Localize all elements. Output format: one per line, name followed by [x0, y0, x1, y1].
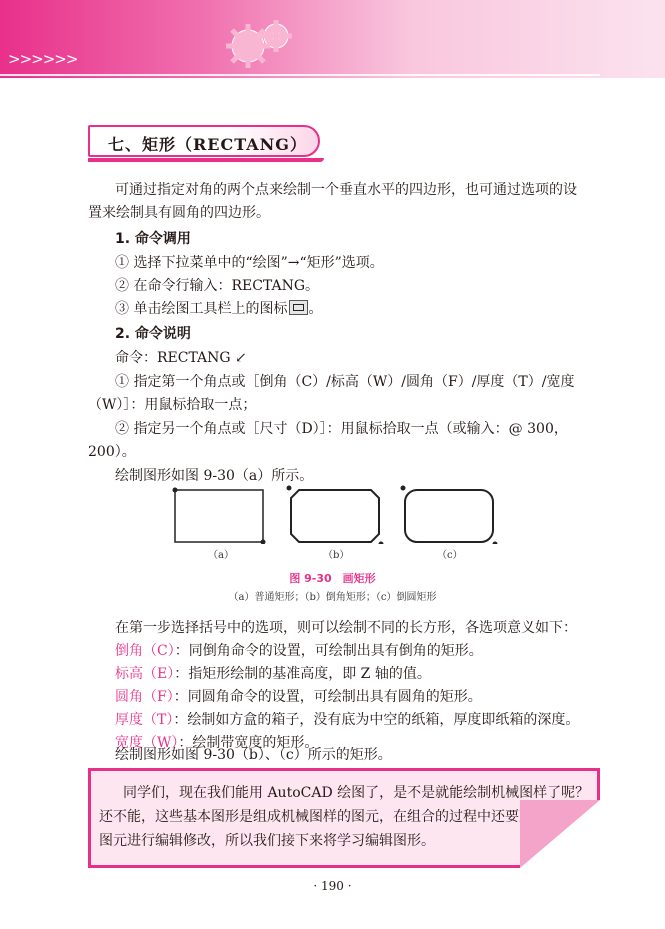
option-desc: ：绘制如方盒的箱子，没有底为中空的纸箱，厚度即纸箱的深度。 [173, 712, 580, 728]
command-line: 命令：RECTANG ↙ [115, 350, 247, 366]
option-elevation [115, 664, 431, 684]
page-header-band [0, 0, 665, 78]
figure-caption: 图 9-30 画矩形 [289, 572, 376, 585]
step2-line-2: 200）。 [88, 444, 136, 460]
figure-label-b: （b） [323, 550, 350, 561]
invoke-item-3-text: ③ 单击绘图工具栏上的图标 [115, 301, 288, 317]
invoke-item-3 [115, 299, 322, 319]
option-term: 厚度（T） [115, 712, 174, 728]
note-line-1: 同学们，现在我们能用 AutoCAD 绘图了，是不是就能绘制机械图样了呢？ [123, 785, 590, 801]
invoke-item-1: ① 选择下拉菜单中的“绘图”→“矩形”选项。 [115, 255, 384, 271]
figure-subcaption: （a）普通矩形；（b）倒角矩形；（c）倒圆矩形 [228, 592, 437, 603]
invoke-item-3-end: 。 [308, 301, 323, 317]
explain-heading: 2. 命令说明 [115, 326, 191, 342]
figure-label-c: （c） [437, 550, 463, 561]
draw-figure-a: 绘制图形如图 9-30（a）所示。 [115, 468, 314, 484]
page-number: · 190 · [313, 879, 352, 893]
rectangle-c-fillet [401, 486, 498, 545]
rectangle-tool-icon [289, 300, 308, 315]
option-term: 倒角（C） [115, 643, 175, 659]
invoke-heading: 1. 命令调用 [115, 231, 191, 247]
note-box [88, 768, 600, 868]
chevron-decoration: >>>>>> [8, 50, 78, 68]
option-desc: ：绘制带宽度的矩形。 [178, 735, 319, 751]
option-desc: ：指矩形绘制的基准高度，即 Z 轴的值。 [174, 666, 431, 682]
rectangle-b-chamfer [287, 486, 384, 545]
options-intro: 在第一步选择括号中的选项，则可以绘制不同的长方形，各选项意义如下： [115, 620, 577, 636]
section-title-box [88, 125, 320, 157]
draw-figure-b-c: 绘制图形如图 9-30（b）、（c）所示的矩形。 [115, 747, 392, 763]
section-title: 七、矩形（RECTANG） [108, 135, 307, 154]
note-line-3: 图元进行编辑修改，所以我们接下来将学习编辑图形。 [99, 833, 435, 849]
figure-9-30 [165, 482, 515, 544]
option-chamfer [115, 641, 483, 661]
option-desc: ：同倒角命令的设置，可绘制出具有倒角的矩形。 [174, 643, 483, 659]
header-divider [0, 74, 600, 76]
figure-label-a: （a） [208, 550, 234, 561]
gear-icon [222, 14, 302, 74]
rectangle-a [173, 488, 266, 545]
note-line-2: 还不能，这些基本图形是组成机械图样的图元，在组合的过程中还要对某些 [99, 809, 561, 825]
option-term: 圆角（F） [115, 689, 174, 705]
option-term: 标高（E） [115, 666, 175, 682]
step2-line-1: ② 指定另一个角点或［尺寸（D）］：用鼠标拾取一点（或输入：@ 300， [115, 421, 568, 437]
step1-line-2: （W）］：用鼠标拾取一点； [88, 397, 257, 413]
page-fold-corner [520, 800, 600, 868]
intro-line-2: 置来绘制具有圆角的四边形。 [88, 205, 270, 221]
intro-line-1: 可通过指定对角的两个点来绘制一个垂直水平的四边形，也可通过选项的设 [115, 182, 577, 198]
option-desc: ：同圆角命令的设置，可绘制出具有圆角的矩形。 [173, 689, 482, 705]
option-term: 宽度（W） [115, 735, 179, 751]
invoke-item-2: ② 在命令行输入：RECTANG。 [115, 278, 320, 294]
step1-line-1: ① 指定第一个角点或［倒角（C）/标高（W）/圆角（F）/厚度（T）/宽度 [115, 374, 575, 390]
option-thickness [115, 710, 579, 730]
option-fillet [115, 687, 482, 707]
